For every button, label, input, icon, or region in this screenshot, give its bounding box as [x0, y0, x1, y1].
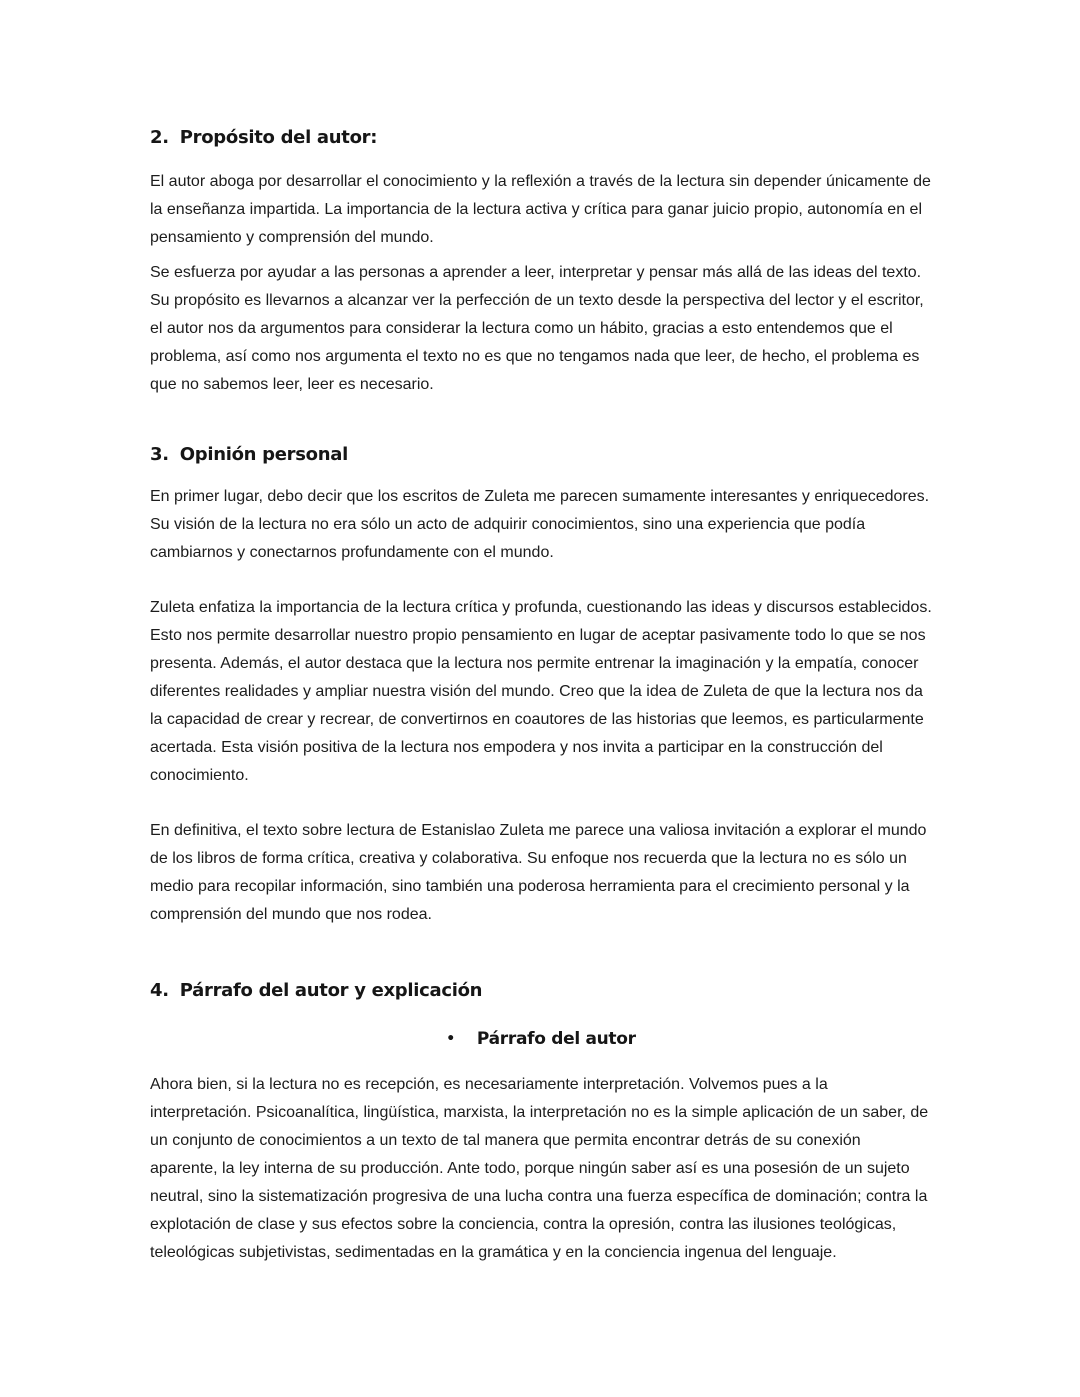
section-number: 2.	[150, 127, 169, 148]
bullet-icon: •	[446, 1031, 455, 1047]
section-heading-opinion-personal	[150, 443, 932, 467]
section-number: 3.	[150, 444, 169, 465]
section-title: Propósito del autor:	[179, 127, 378, 148]
section-number: 4.	[150, 980, 169, 1001]
section-heading-parrafo-del-autor	[150, 979, 932, 1003]
section-title: Párrafo del autor y explicación	[179, 980, 483, 1001]
bullet-list-item	[150, 1025, 932, 1053]
paragraph: El autor aboga por desarrollar el conocimiento y la reflexión a través de la lectura sin depender únicamente de la enseñanza impartida. La importancia de la lectura activa y crítica para ganar juicio propio, autonomía en el pensamiento y comprensión del mundo.	[150, 173, 931, 246]
paragraph: Se esfuerza por ayudar a las personas a aprender a leer, interpretar y pensar más allá de las ideas del texto. Su propósito es llevarnos a alcanzar ver la perfección de un texto desde la perspectiva del lector y el escritor, el autor nos da argumentos para considerar la lectura como un hábito, gracias a esto entendemos que el problema, así como nos argumenta el texto no es que no tengamos nada que leer, de hecho, el problema es que no sabemos leer, leer es necesario.	[150, 264, 924, 393]
section-heading-proposito-del-autor	[150, 126, 932, 150]
paragraph: Zuleta enfatiza la importancia de la lectura crítica y profunda, cuestionando las ideas y discursos establecidos. Esto nos permite desarrollar nuestro propio pensamiento en lugar de aceptar pasivamente todo lo que se nos presenta. Además, el autor destaca que la lectura nos permite entrenar la imaginación y la empatía, conocer diferentes realidades y ampliar nuestra visión del mundo. Creo que la idea de Zuleta de que la lectura nos da la capacidad de crear y recrear, de convertirnos en coautores de las historias que leemos, es particularmente acertada. Esta visión positiva de la lectura nos empodera y nos invita a participar en la construcción del conocimiento.	[150, 599, 932, 784]
paragraph: Ahora bien, si la lectura no es recepción, es necesariamente interpretación. Volvemos pues a la interpretación. Psicoanalítica, lingüística, marxista, la interpretación no es la simple aplicación de un saber, de un conjunto de conocimientos a un texto de tal manera que permita encontrar detrás de su conexión aparente, la ley interna de su producción. Ante todo, porque ningún saber así es una posesión de un sujeto neutral, sino la sistematización progresiva de una lucha contra una fuerza específica de dominación; contra la explotación de clase y sus efectos sobre la conciencia, contra la opresión, contra las ilusiones teológicas, teleológicas subjetivistas, sedimentadas en la gramática y en la conciencia ingenua del lenguaje.	[150, 1076, 929, 1261]
paragraph: En primer lugar, debo decir que los escritos de Zuleta me parecen sumamente interesantes y enriquecedores. Su visión de la lectura no era sólo un acto de adquirir conocimientos, sino una experiencia que podía cambiarnos y conectarnos profundamente con el mundo.	[150, 488, 930, 561]
bullet-item-label: Párrafo del autor	[476, 1029, 636, 1049]
section-title: Opinión personal	[179, 444, 348, 465]
paragraph: En definitiva, el texto sobre lectura de Estanislao Zuleta me parece una valiosa invitación a explorar el mundo de los libros de forma crítica, creativa y colaborativa. Su enfoque nos recuerda que la lectura no es sólo un medio para recopilar información, sino también una poderosa herramienta para el crecimiento personal y la comprensión del mundo que nos rodea.	[150, 822, 927, 923]
